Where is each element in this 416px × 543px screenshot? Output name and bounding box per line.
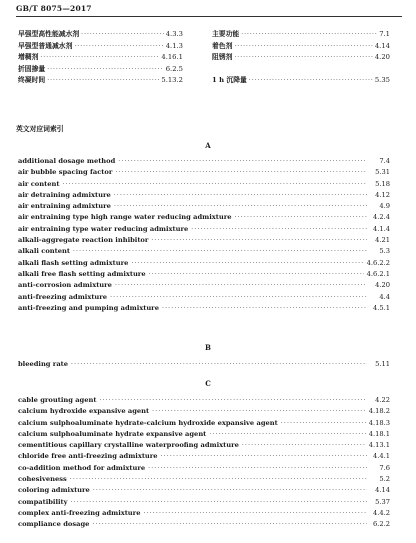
clause-reference: 5.35 xyxy=(374,76,390,84)
clause-reference: 4.14 xyxy=(374,41,390,50)
english-index-a-entry xyxy=(18,191,390,202)
index-term: calcium sulphoaluminate hydrate expansive agent xyxy=(18,429,207,438)
dot-leader xyxy=(235,214,367,221)
chinese-index-entry xyxy=(18,74,183,86)
chinese-index-entry xyxy=(18,63,183,75)
index-term: calcium sulphoaluminate hydrate-calcium hydroxide expansive agent xyxy=(18,418,278,427)
index-term: compatibility xyxy=(18,497,68,506)
english-index-c-entry xyxy=(18,486,390,497)
index-term: additional dosage method xyxy=(18,157,116,165)
index-term: air entraining admixture xyxy=(18,202,111,211)
index-term: 折固掺量 xyxy=(18,64,46,73)
clause-reference: 4.21 xyxy=(375,236,390,245)
index-term: chloride free anti-freezing admixture xyxy=(18,452,158,461)
index-section-a xyxy=(18,157,390,315)
dot-leader xyxy=(234,54,372,61)
chinese-index-entry xyxy=(212,28,390,40)
clause-reference: 4.4 xyxy=(379,292,390,301)
index-term: calcium hydroxide expansive agent xyxy=(18,407,150,416)
dot-leader xyxy=(70,476,367,483)
dot-leader xyxy=(191,226,367,233)
clause-reference: 4.9 xyxy=(379,202,390,211)
index-term: anti-corrosion admixture xyxy=(18,281,112,290)
dot-leader xyxy=(149,271,364,278)
clause-reference: 4.18.1 xyxy=(368,429,390,438)
index-term: cable grouting agent xyxy=(18,396,97,404)
index-section-c xyxy=(18,396,390,532)
index-term: 着色剂 xyxy=(212,41,233,50)
index-term: air content xyxy=(18,179,60,188)
dot-leader xyxy=(110,294,367,301)
dot-leader xyxy=(162,305,367,312)
chinese-index-left-column xyxy=(18,28,183,86)
clause-reference: 5.13.2 xyxy=(161,76,183,84)
clause-reference: 6.2.2 xyxy=(372,520,390,529)
dot-leader xyxy=(281,420,366,427)
index-term: bleeding rate xyxy=(18,360,69,368)
dot-leader xyxy=(241,31,377,38)
index-term: anti-freezing admixture xyxy=(18,292,108,301)
english-index-a-entry xyxy=(18,202,390,213)
dot-leader xyxy=(40,54,159,61)
clause-reference: 5.11 xyxy=(375,360,390,368)
clause-reference: 4.20 xyxy=(375,281,390,290)
index-term: cohesiveness xyxy=(18,475,67,484)
clause-reference: 4.22 xyxy=(375,396,390,404)
index-term: complex anti-freezing admixture xyxy=(18,508,141,517)
dot-leader xyxy=(115,169,367,176)
chinese-index-entry xyxy=(18,51,183,63)
dot-leader xyxy=(114,192,367,199)
index-term: 早强型普通减水剂 xyxy=(18,41,73,50)
index-term: 主要功能 xyxy=(212,30,240,38)
dot-leader xyxy=(71,499,367,506)
english-index-a-entry xyxy=(18,270,390,281)
index-term: air entraining type water reducing admixture xyxy=(18,224,189,233)
clause-reference: 4.4.2 xyxy=(372,508,390,517)
english-index-c-entry xyxy=(18,509,390,520)
dot-leader xyxy=(161,453,367,460)
clause-reference: 4.1.4 xyxy=(372,224,390,233)
dot-leader xyxy=(47,77,159,84)
dot-leader xyxy=(93,487,367,494)
index-term: 增稠剂 xyxy=(18,53,39,61)
chinese-index-entry xyxy=(212,63,390,75)
english-index-a-entry xyxy=(18,213,390,224)
clause-reference: 4.6.2.1 xyxy=(366,269,390,278)
section-title: 英文对应词索引 xyxy=(16,125,64,133)
index-term: 早强型高性能减水剂 xyxy=(18,30,80,38)
letter-heading-c: C xyxy=(205,379,211,388)
english-index-c-entry xyxy=(18,430,390,441)
chinese-index-entry xyxy=(18,40,183,52)
dot-leader xyxy=(114,203,367,210)
english-index-c-entry xyxy=(18,396,390,407)
standard-code-header: GB/T 8075—2017 xyxy=(16,4,92,13)
english-index-c-entry xyxy=(18,407,390,418)
dot-leader xyxy=(143,510,367,517)
index-term: compliance dosage xyxy=(18,520,90,529)
dot-leader xyxy=(151,237,367,244)
dot-leader xyxy=(131,260,363,267)
dot-leader xyxy=(118,158,367,165)
index-term: alkali content xyxy=(18,247,70,256)
index-term: 阻锈剂 xyxy=(212,53,233,61)
index-term: coloring admixture xyxy=(18,486,90,495)
clause-reference: 4.1.3 xyxy=(165,41,183,50)
clause-reference: 4.16.1 xyxy=(161,53,183,61)
english-index-c-entry xyxy=(18,441,390,452)
letter-heading-a: A xyxy=(205,141,211,150)
english-index-a-entry xyxy=(18,304,390,315)
english-index-a-entry xyxy=(18,281,390,292)
english-index-c-entry xyxy=(18,520,390,531)
letter-heading-b: B xyxy=(205,343,211,352)
clause-reference: 5.31 xyxy=(375,168,390,177)
clause-reference: 5.2 xyxy=(379,475,390,484)
dot-leader xyxy=(242,442,366,449)
header-divider xyxy=(16,16,402,17)
chinese-index-entry xyxy=(18,28,183,40)
clause-reference: 4.18.2 xyxy=(368,407,390,416)
index-term: air detraining admixture xyxy=(18,190,111,199)
index-term: air bubble spacing factor xyxy=(18,168,113,177)
index-term: alkali free flash setting admixture xyxy=(18,269,146,278)
clause-reference: 4.3.3 xyxy=(165,30,183,38)
clause-reference: 4.18.3 xyxy=(368,418,390,427)
dot-leader xyxy=(74,43,163,50)
dot-leader xyxy=(209,431,365,438)
clause-reference: 5.37 xyxy=(375,497,390,506)
chinese-index-entry xyxy=(212,51,390,63)
dot-leader xyxy=(47,66,164,73)
dot-leader xyxy=(152,408,366,415)
clause-reference: 4.6.2.2 xyxy=(366,258,390,267)
index-term: 终凝时间 xyxy=(18,76,46,84)
clause-reference: 7.1 xyxy=(379,30,390,38)
english-index-a-entry xyxy=(18,236,390,247)
index-term: alkali-aggregate reaction inhibitor xyxy=(18,236,149,245)
chinese-index-entry xyxy=(212,40,390,52)
english-index-a-entry xyxy=(18,225,390,236)
chinese-index-right-column xyxy=(212,28,390,86)
index-term: 1 h 沉降量 xyxy=(212,76,247,84)
english-index-b-entry xyxy=(18,360,390,371)
english-index-a-entry xyxy=(18,247,390,258)
english-index-c-entry xyxy=(18,452,390,463)
clause-reference: 4.5.1 xyxy=(372,303,390,312)
clause-reference: 5.18 xyxy=(375,179,390,188)
clause-reference: 7.6 xyxy=(379,463,390,472)
english-index-a-entry xyxy=(18,293,390,304)
dot-leader xyxy=(249,77,373,84)
english-index-a-entry xyxy=(18,259,390,270)
english-index-c-entry xyxy=(18,464,390,475)
english-index-c-entry xyxy=(18,475,390,486)
clause-reference: 4.12 xyxy=(375,190,390,199)
clause-reference: 4.2.4 xyxy=(372,213,390,222)
chinese-index-entry xyxy=(212,74,390,86)
dot-leader xyxy=(92,521,367,528)
dot-leader xyxy=(73,248,367,255)
clause-reference: 4.14 xyxy=(375,486,390,495)
english-index-a-entry xyxy=(18,180,390,191)
english-index-a-entry xyxy=(18,168,390,179)
index-term: anti-freezing and pumping admixture xyxy=(18,303,159,312)
clause-reference: 6.2.5 xyxy=(165,64,183,73)
clause-reference: 4.4.1 xyxy=(372,452,390,461)
english-index-a-entry xyxy=(18,157,390,168)
english-index-c-entry xyxy=(18,498,390,509)
dot-leader xyxy=(234,43,372,50)
index-term: air entraining type high range water reducing admixture xyxy=(18,213,232,222)
dot-leader xyxy=(81,31,164,38)
english-index-c-entry xyxy=(18,419,390,430)
dot-leader xyxy=(115,282,367,289)
index-term: cementitious capillary crystalline waterproofing admixture xyxy=(18,441,239,450)
clause-reference: 4.20 xyxy=(374,53,390,61)
clause-reference: 4.13.1 xyxy=(368,441,390,450)
clause-reference: 7.4 xyxy=(379,157,390,165)
index-term: alkali flash setting admixture xyxy=(18,258,129,267)
dot-leader xyxy=(62,181,367,188)
index-section-b xyxy=(18,360,390,371)
index-term: co-addition method for admixture xyxy=(18,463,146,472)
dot-leader xyxy=(71,361,367,368)
dot-leader xyxy=(148,465,367,472)
dot-leader xyxy=(99,397,367,404)
clause-reference: 5.3 xyxy=(379,247,390,256)
